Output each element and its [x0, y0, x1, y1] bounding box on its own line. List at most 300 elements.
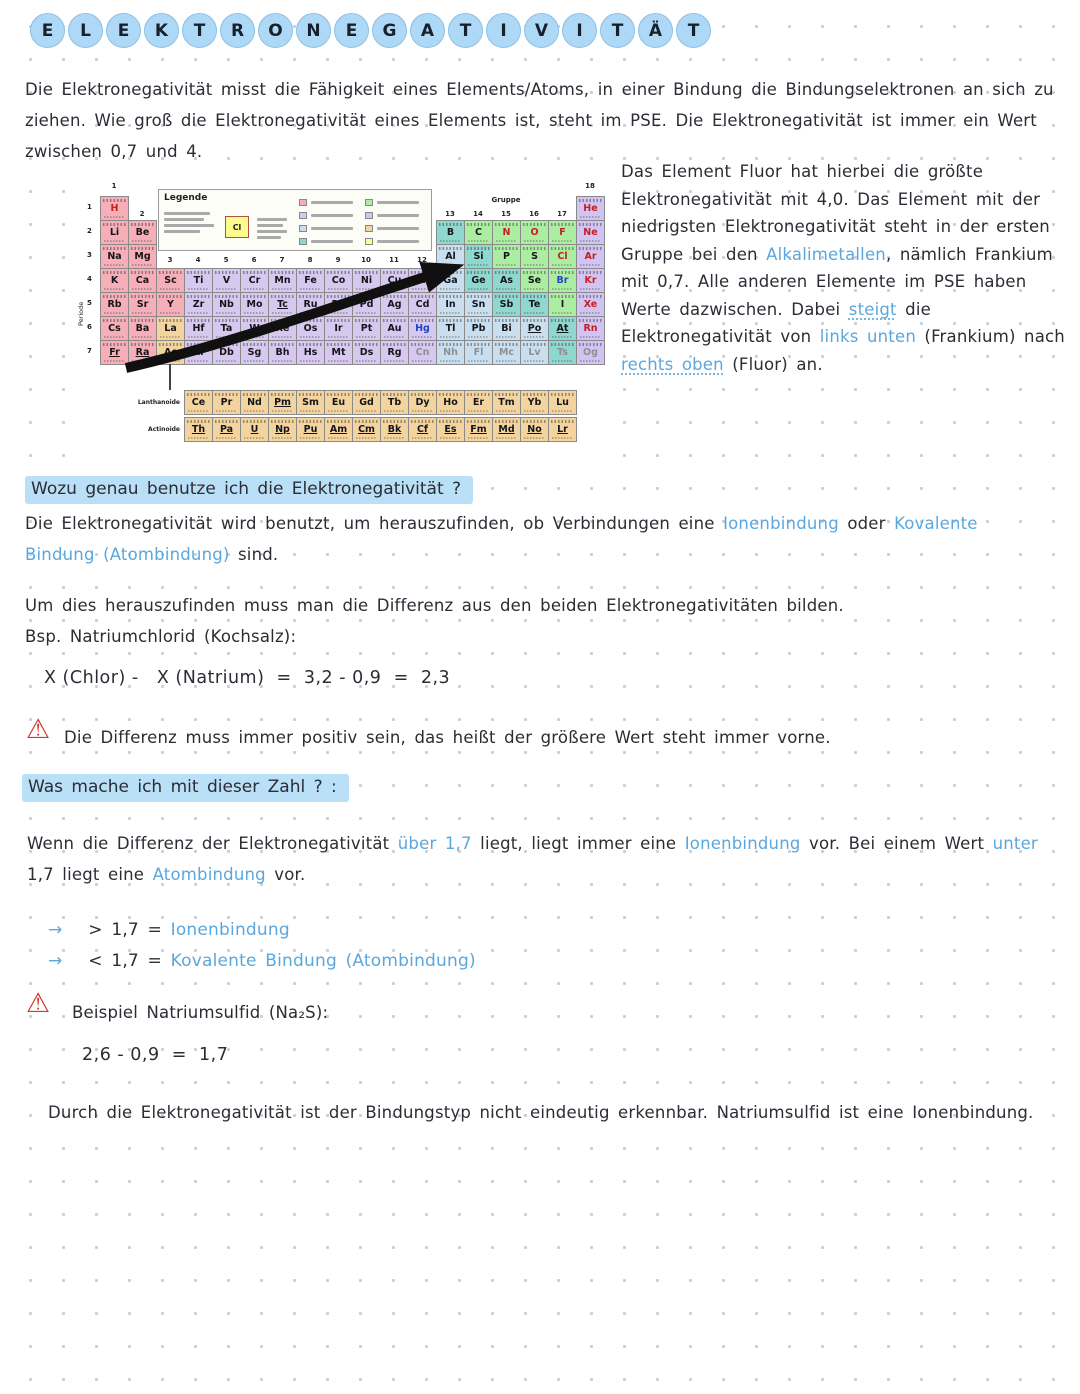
element-Ta — [212, 316, 241, 341]
element-Cr — [240, 268, 269, 293]
element-Ar — [576, 244, 605, 269]
element-symbol: Ge — [471, 274, 486, 286]
element-O — [520, 220, 549, 245]
text-segment: (Frankium) nach — [915, 327, 1065, 346]
element-Nb — [212, 292, 241, 317]
element-symbol: Gd — [359, 396, 374, 408]
title-letter-bubble: V — [524, 13, 559, 48]
legend-text-line — [164, 230, 200, 233]
element-Al — [436, 244, 465, 269]
legend-text-line — [311, 227, 353, 230]
element-symbol: Ag — [387, 298, 402, 310]
element-symbol: No — [527, 423, 542, 435]
question-heading-2 — [22, 777, 349, 797]
element-symbol: Mg — [134, 250, 151, 262]
element-symbol: Si — [473, 250, 484, 262]
element-Hg — [408, 316, 437, 341]
title-letter-bubble: Ä — [638, 13, 673, 48]
element-Os — [296, 316, 325, 341]
element-Og — [576, 340, 605, 365]
element-Np — [268, 417, 297, 442]
group-number-9: 9 — [335, 256, 341, 264]
element-Fr — [100, 340, 129, 365]
element-Er — [464, 390, 493, 415]
element-symbol: Cl — [557, 250, 568, 262]
text-segment: über 1,7 — [397, 834, 472, 853]
text-segment: vor. Bei einem Wert — [800, 834, 993, 853]
element-B — [436, 220, 465, 245]
element-Ge — [464, 268, 493, 293]
element-symbol: Pd — [359, 298, 374, 310]
legend-text-line — [311, 214, 353, 217]
element-Zr — [184, 292, 213, 317]
text-segment: oder — [838, 514, 895, 533]
lanthanoide-label: Lanthanoide — [137, 399, 180, 406]
element-symbol: Ds — [359, 346, 374, 358]
element-Rh — [324, 292, 353, 317]
text-segment: Bsp. Natriumchlorid (Kochsalz): — [25, 627, 297, 646]
element-Sn — [464, 292, 493, 317]
element-K — [100, 268, 129, 293]
element-Au — [380, 316, 409, 341]
element-symbol: Pr — [220, 396, 233, 408]
element-Ds — [352, 340, 381, 365]
element-symbol: Po — [527, 322, 542, 334]
element-symbol: Dy — [415, 396, 430, 408]
element-Cs — [100, 316, 129, 341]
question-heading-1 — [25, 479, 473, 499]
element-symbol: Kr — [584, 274, 597, 286]
element-symbol: Mn — [274, 274, 291, 286]
element-symbol: Ti — [193, 274, 204, 286]
element-symbol: Fe — [304, 274, 317, 286]
group-number-10: 10 — [361, 256, 371, 264]
group-number-15: 15 — [501, 210, 511, 218]
element-symbol: He — [583, 202, 598, 214]
element-symbol: Zr — [192, 298, 205, 310]
element-Am — [324, 417, 353, 442]
element-symbol: Ac — [164, 346, 177, 358]
group-number-16: 16 — [529, 210, 539, 218]
answer-1 — [25, 508, 1035, 570]
element-symbol: Pt — [360, 322, 373, 334]
element-symbol: Se — [527, 274, 542, 286]
element-As — [492, 268, 521, 293]
element-symbol: N — [502, 226, 511, 238]
legend-text-line — [164, 218, 204, 221]
text-segment: steigt — [848, 299, 897, 319]
title-letter-bubble: E — [30, 13, 65, 48]
element-symbol: Cf — [416, 423, 429, 435]
element-symbol: Pu — [303, 423, 318, 435]
element-Nh — [436, 340, 465, 365]
element-Pa — [212, 417, 241, 442]
element-U — [240, 417, 269, 442]
element-symbol: Md — [498, 423, 515, 435]
element-symbol: F — [559, 226, 566, 238]
actinoide-label: Actinoide — [148, 426, 180, 433]
legend-text-line — [257, 230, 287, 233]
element-symbol: B — [446, 226, 455, 238]
element-Ra — [128, 340, 157, 365]
element-Ru — [296, 292, 325, 317]
intro-paragraph — [25, 74, 1071, 167]
warning-icon: ⚠ — [26, 714, 51, 745]
element-Th — [184, 417, 213, 442]
rule-ionic-bullet — [48, 915, 290, 946]
element-Mt — [324, 340, 353, 365]
element-Ba — [128, 316, 157, 341]
element-symbol: Br — [556, 274, 569, 286]
text-segment: 1,7 liegt eine — [27, 865, 153, 884]
title-letter-bubble: A — [410, 13, 445, 48]
text-segment: , nämlich Frankium mit 0,7. Alle anderen Elemente im PSE haben Werte dazwischen. Dabei — [621, 244, 1053, 319]
group-number-13: 13 — [445, 210, 455, 218]
element-Tc — [268, 292, 297, 317]
element-Mg — [128, 244, 157, 269]
difference-note — [25, 590, 1045, 621]
formula-nacl: X (Chlor) - X (Natrium) = 3,2 - 0,9 = 2,3 — [44, 668, 451, 688]
element-Mc — [492, 340, 521, 365]
text-segment: (Fluor) an. — [723, 354, 823, 374]
element-F — [548, 220, 577, 245]
element-symbol: Be — [135, 226, 150, 238]
legend-title: Legende — [164, 193, 208, 203]
element-Rn — [576, 316, 605, 341]
element-symbol: Rg — [387, 346, 402, 358]
title-letter-bubble: T — [448, 13, 483, 48]
element-Na — [100, 244, 129, 269]
element-Pd — [352, 292, 381, 317]
element-symbol: Rh — [331, 298, 346, 310]
element-symbol: P — [503, 250, 510, 262]
element-symbol: Er — [472, 396, 485, 408]
element-Bh — [268, 340, 297, 365]
element-symbol: Al — [445, 250, 456, 262]
legend-text-line — [257, 224, 283, 227]
element-Pt — [352, 316, 381, 341]
element-symbol: Es — [444, 423, 457, 435]
text-segment: vor. — [265, 865, 306, 884]
text-segment: Durch die Elektronegativität ist der Bindungstyp nicht eindeutig erkennbar. Natriumsulfid ist eine Ionenbindung. — [48, 1103, 1034, 1122]
text-segment: unter — [992, 834, 1038, 853]
table-connector-line — [169, 364, 171, 390]
title-letter-bubble: O — [258, 13, 293, 48]
element-Pr — [212, 390, 241, 415]
element-Si — [464, 244, 493, 269]
element-La — [156, 316, 185, 341]
legend-color-chip — [365, 238, 373, 245]
period-number-1: 1 — [87, 203, 92, 211]
title-letter-bubble: T — [182, 13, 217, 48]
warning-icon: ⚠ — [26, 988, 51, 1019]
element-Mo — [240, 292, 269, 317]
group-number-7: 7 — [279, 256, 285, 264]
legend-color-chip — [299, 199, 307, 206]
element-symbol: In — [445, 298, 456, 310]
legend-color-chip — [365, 225, 373, 232]
element-Sb — [492, 292, 521, 317]
element-Hf — [184, 316, 213, 341]
element-symbol: O — [530, 226, 539, 238]
element-Ce — [184, 390, 213, 415]
title-letter-bubble: K — [144, 13, 179, 48]
element-symbol: V — [222, 274, 231, 286]
group-number-5: 5 — [223, 256, 229, 264]
element-symbol: H — [110, 202, 119, 214]
page-title — [30, 13, 711, 48]
element-symbol: Sm — [302, 396, 319, 408]
element-He — [576, 196, 605, 221]
element-No — [520, 417, 549, 442]
text-segment: Kovalente Bindung (Atombindung) — [170, 951, 476, 971]
element-Dy — [408, 390, 437, 415]
rule-paragraph — [27, 828, 1059, 890]
element-Gd — [352, 390, 381, 415]
element-symbol: Db — [219, 346, 234, 358]
example-label — [25, 621, 1045, 652]
element-Cn — [408, 340, 437, 365]
element-symbol: Tc — [277, 298, 288, 310]
legend-sample-element: Cl — [225, 216, 249, 238]
group-number-8: 8 — [307, 256, 313, 264]
element-W — [240, 316, 269, 341]
highlighted-question-1: Wozu genau benutze ich die Elektronegativität ? — [25, 476, 473, 504]
element-Hs — [296, 340, 325, 365]
text-segment: Die Elektronegativität misst die Fähigkeit eines Elements/Atoms, in einer Bindung die Bindungselektronen an sich zu ziehen. Wie groß die Elektronegativität eines Elements ist, steht im PSE. Die Elektronegativität ist immer ein Wert zwischen 0,7 und 4. — [25, 80, 1054, 161]
element-symbol: Sc — [164, 274, 177, 286]
element-Rg — [380, 340, 409, 365]
rule-covalent-bullet — [48, 946, 476, 977]
text-segment: Atombindung — [152, 865, 266, 884]
element-symbol: Sb — [499, 298, 514, 310]
title-letter-bubble: T — [600, 13, 635, 48]
element-Ir — [324, 316, 353, 341]
period-number-7: 7 — [87, 347, 92, 355]
periodic-table-grid — [77, 176, 610, 460]
element-symbol: Ru — [303, 298, 318, 310]
element-symbol: Eu — [331, 396, 346, 408]
element-symbol: Rb — [107, 298, 122, 310]
period-number-4: 4 — [87, 275, 92, 283]
group-number-6: 6 — [251, 256, 257, 264]
element-Fl — [464, 340, 493, 365]
element-symbol: Y — [167, 298, 174, 310]
element-Lv — [520, 340, 549, 365]
element-symbol: Mc — [498, 346, 515, 358]
group-number-2: 2 — [139, 210, 145, 218]
legend-color-chip — [365, 199, 373, 206]
element-N — [492, 220, 521, 245]
text-segment: Die Elektronegativität wird benutzt, um herauszufinden, ob Verbindungen eine — [25, 514, 724, 533]
warning-1-text: Die Differenz muss immer positiv sein, das heißt der größere Wert steht immer vorne. — [64, 728, 831, 747]
element-symbol: Rf — [192, 346, 205, 358]
text-segment: Ionenbindung — [684, 834, 801, 853]
element-symbol: C — [475, 226, 482, 238]
title-letter-bubble: R — [220, 13, 255, 48]
text-segment: Alkalimetallen — [766, 244, 886, 264]
element-Po — [520, 316, 549, 341]
text-segment: die Elektronegativität von — [621, 299, 931, 346]
group-number-11: 11 — [389, 256, 399, 264]
element-symbol: Li — [109, 226, 120, 238]
element-Rf — [184, 340, 213, 365]
text-segment: Ionenbindung — [170, 920, 290, 940]
element-Cf — [408, 417, 437, 442]
element-P — [492, 244, 521, 269]
element-Br — [548, 268, 577, 293]
element-At — [548, 316, 577, 341]
element-Cu — [380, 268, 409, 293]
element-symbol: Bk — [387, 423, 402, 435]
element-V — [212, 268, 241, 293]
element-Sc — [156, 268, 185, 293]
element-Tl — [436, 316, 465, 341]
element-symbol: Nh — [443, 346, 458, 358]
text-segment: Kovalente Bindung (Atombindung) — [25, 514, 978, 564]
element-Y — [156, 292, 185, 317]
element-Nd — [240, 390, 269, 415]
element-symbol: Co — [331, 274, 346, 286]
element-In — [436, 292, 465, 317]
element-symbol: Cd — [415, 298, 430, 310]
element-Ho — [436, 390, 465, 415]
highlighted-question-2: Was mache ich mit dieser Zahl ? : — [22, 774, 349, 802]
element-symbol: Tl — [445, 322, 456, 334]
element-symbol: Au — [387, 322, 402, 334]
element-Be — [128, 220, 157, 245]
title-letter-bubble: E — [334, 13, 369, 48]
element-symbol: Mo — [246, 298, 263, 310]
element-Es — [436, 417, 465, 442]
element-symbol: Mt — [331, 346, 346, 358]
element-symbol: Re — [275, 322, 290, 334]
group-number-4: 4 — [195, 256, 201, 264]
element-symbol: Cs — [108, 322, 121, 334]
element-Pu — [296, 417, 325, 442]
text-segment: Das Element Fluor hat hierbei die größte Elektronegativität mit 4,0. Das Element mit der niedrigsten Elektronegativität steht in der ersten Gruppe bei den — [621, 162, 1050, 264]
element-symbol: Yb — [527, 396, 542, 408]
group-number-18: 18 — [585, 182, 595, 190]
element-symbol: Ir — [334, 322, 343, 334]
element-symbol: Na — [107, 250, 122, 262]
text-segment: < 1,7 = — [88, 951, 171, 971]
element-C — [464, 220, 493, 245]
text-segment: sind. — [229, 545, 279, 564]
element-symbol: Nd — [247, 396, 262, 408]
element-I — [548, 292, 577, 317]
title-letter-bubble: I — [562, 13, 597, 48]
element-symbol: Pa — [219, 423, 234, 435]
period-number-2: 2 — [87, 227, 92, 235]
element-symbol: I — [560, 298, 565, 310]
element-Zn — [408, 268, 437, 293]
element-symbol: Ca — [135, 274, 150, 286]
element-symbol: Th — [191, 423, 206, 435]
period-number-5: 5 — [87, 299, 92, 307]
element-Re — [268, 316, 297, 341]
text-segment: Ionenbindung — [723, 514, 839, 533]
title-letter-bubble: I — [486, 13, 521, 48]
element-symbol: Te — [528, 298, 541, 310]
element-symbol: Os — [303, 322, 318, 334]
fluorine-note — [621, 158, 1073, 378]
element-S — [520, 244, 549, 269]
element-Bi — [492, 316, 521, 341]
text-segment: liegt, liegt immer eine — [471, 834, 685, 853]
element-symbol: Tb — [387, 396, 402, 408]
element-Md — [492, 417, 521, 442]
legend-color-chip — [299, 238, 307, 245]
element-symbol: As — [499, 274, 513, 286]
table-legend — [158, 189, 432, 251]
text-segment: rechts oben — [621, 354, 724, 374]
element-Sg — [240, 340, 269, 365]
element-Eu — [324, 390, 353, 415]
element-symbol: W — [249, 322, 260, 334]
element-symbol: Hs — [303, 346, 318, 358]
element-Lu — [548, 390, 577, 415]
element-Cl — [548, 244, 577, 269]
periode-label: Periode — [77, 301, 85, 326]
period-number-3: 3 — [87, 251, 92, 259]
text-segment: Wenn die Differenz der Elektronegativität — [27, 834, 398, 853]
gruppe-label: Gruppe — [491, 196, 521, 204]
element-symbol: Sn — [471, 298, 486, 310]
element-symbol: Cm — [358, 423, 375, 435]
legend-text-line — [311, 240, 353, 243]
element-symbol: Am — [329, 423, 348, 435]
element-Bk — [380, 417, 409, 442]
text-segment: links unten — [819, 327, 916, 346]
element-Fm — [464, 417, 493, 442]
legend-color-chip — [299, 212, 307, 219]
element-symbol: Sr — [136, 298, 149, 310]
period-number-6: 6 — [87, 323, 92, 331]
element-Db — [212, 340, 241, 365]
element-symbol: Pm — [274, 396, 291, 408]
element-Ni — [352, 268, 381, 293]
element-Yb — [520, 390, 549, 415]
element-symbol: Hg — [415, 322, 430, 334]
element-Cm — [352, 417, 381, 442]
element-symbol: At — [556, 322, 569, 334]
element-symbol: Ba — [135, 322, 150, 334]
element-Ag — [380, 292, 409, 317]
element-symbol: Rn — [583, 322, 598, 334]
element-Fe — [296, 268, 325, 293]
element-symbol: Pb — [471, 322, 486, 334]
element-Se — [520, 268, 549, 293]
element-symbol: Og — [583, 346, 598, 358]
element-Li — [100, 220, 129, 245]
element-Tb — [380, 390, 409, 415]
element-symbol: Lr — [557, 423, 568, 435]
element-symbol: Ts — [557, 346, 568, 358]
element-Sm — [296, 390, 325, 415]
legend-color-chip — [299, 225, 307, 232]
element-Ga — [436, 268, 465, 293]
legend-text-line — [377, 214, 419, 217]
text-segment: → — [48, 920, 89, 940]
element-symbol: Bi — [501, 322, 512, 334]
element-Pb — [464, 316, 493, 341]
element-symbol: Cr — [248, 274, 261, 286]
element-symbol: Fm — [470, 423, 487, 435]
formula-na2s: 2,6 - 0,9 = 1,7 — [82, 1045, 229, 1065]
group-number-1: 1 — [111, 182, 117, 190]
element-symbol: Bh — [275, 346, 290, 358]
